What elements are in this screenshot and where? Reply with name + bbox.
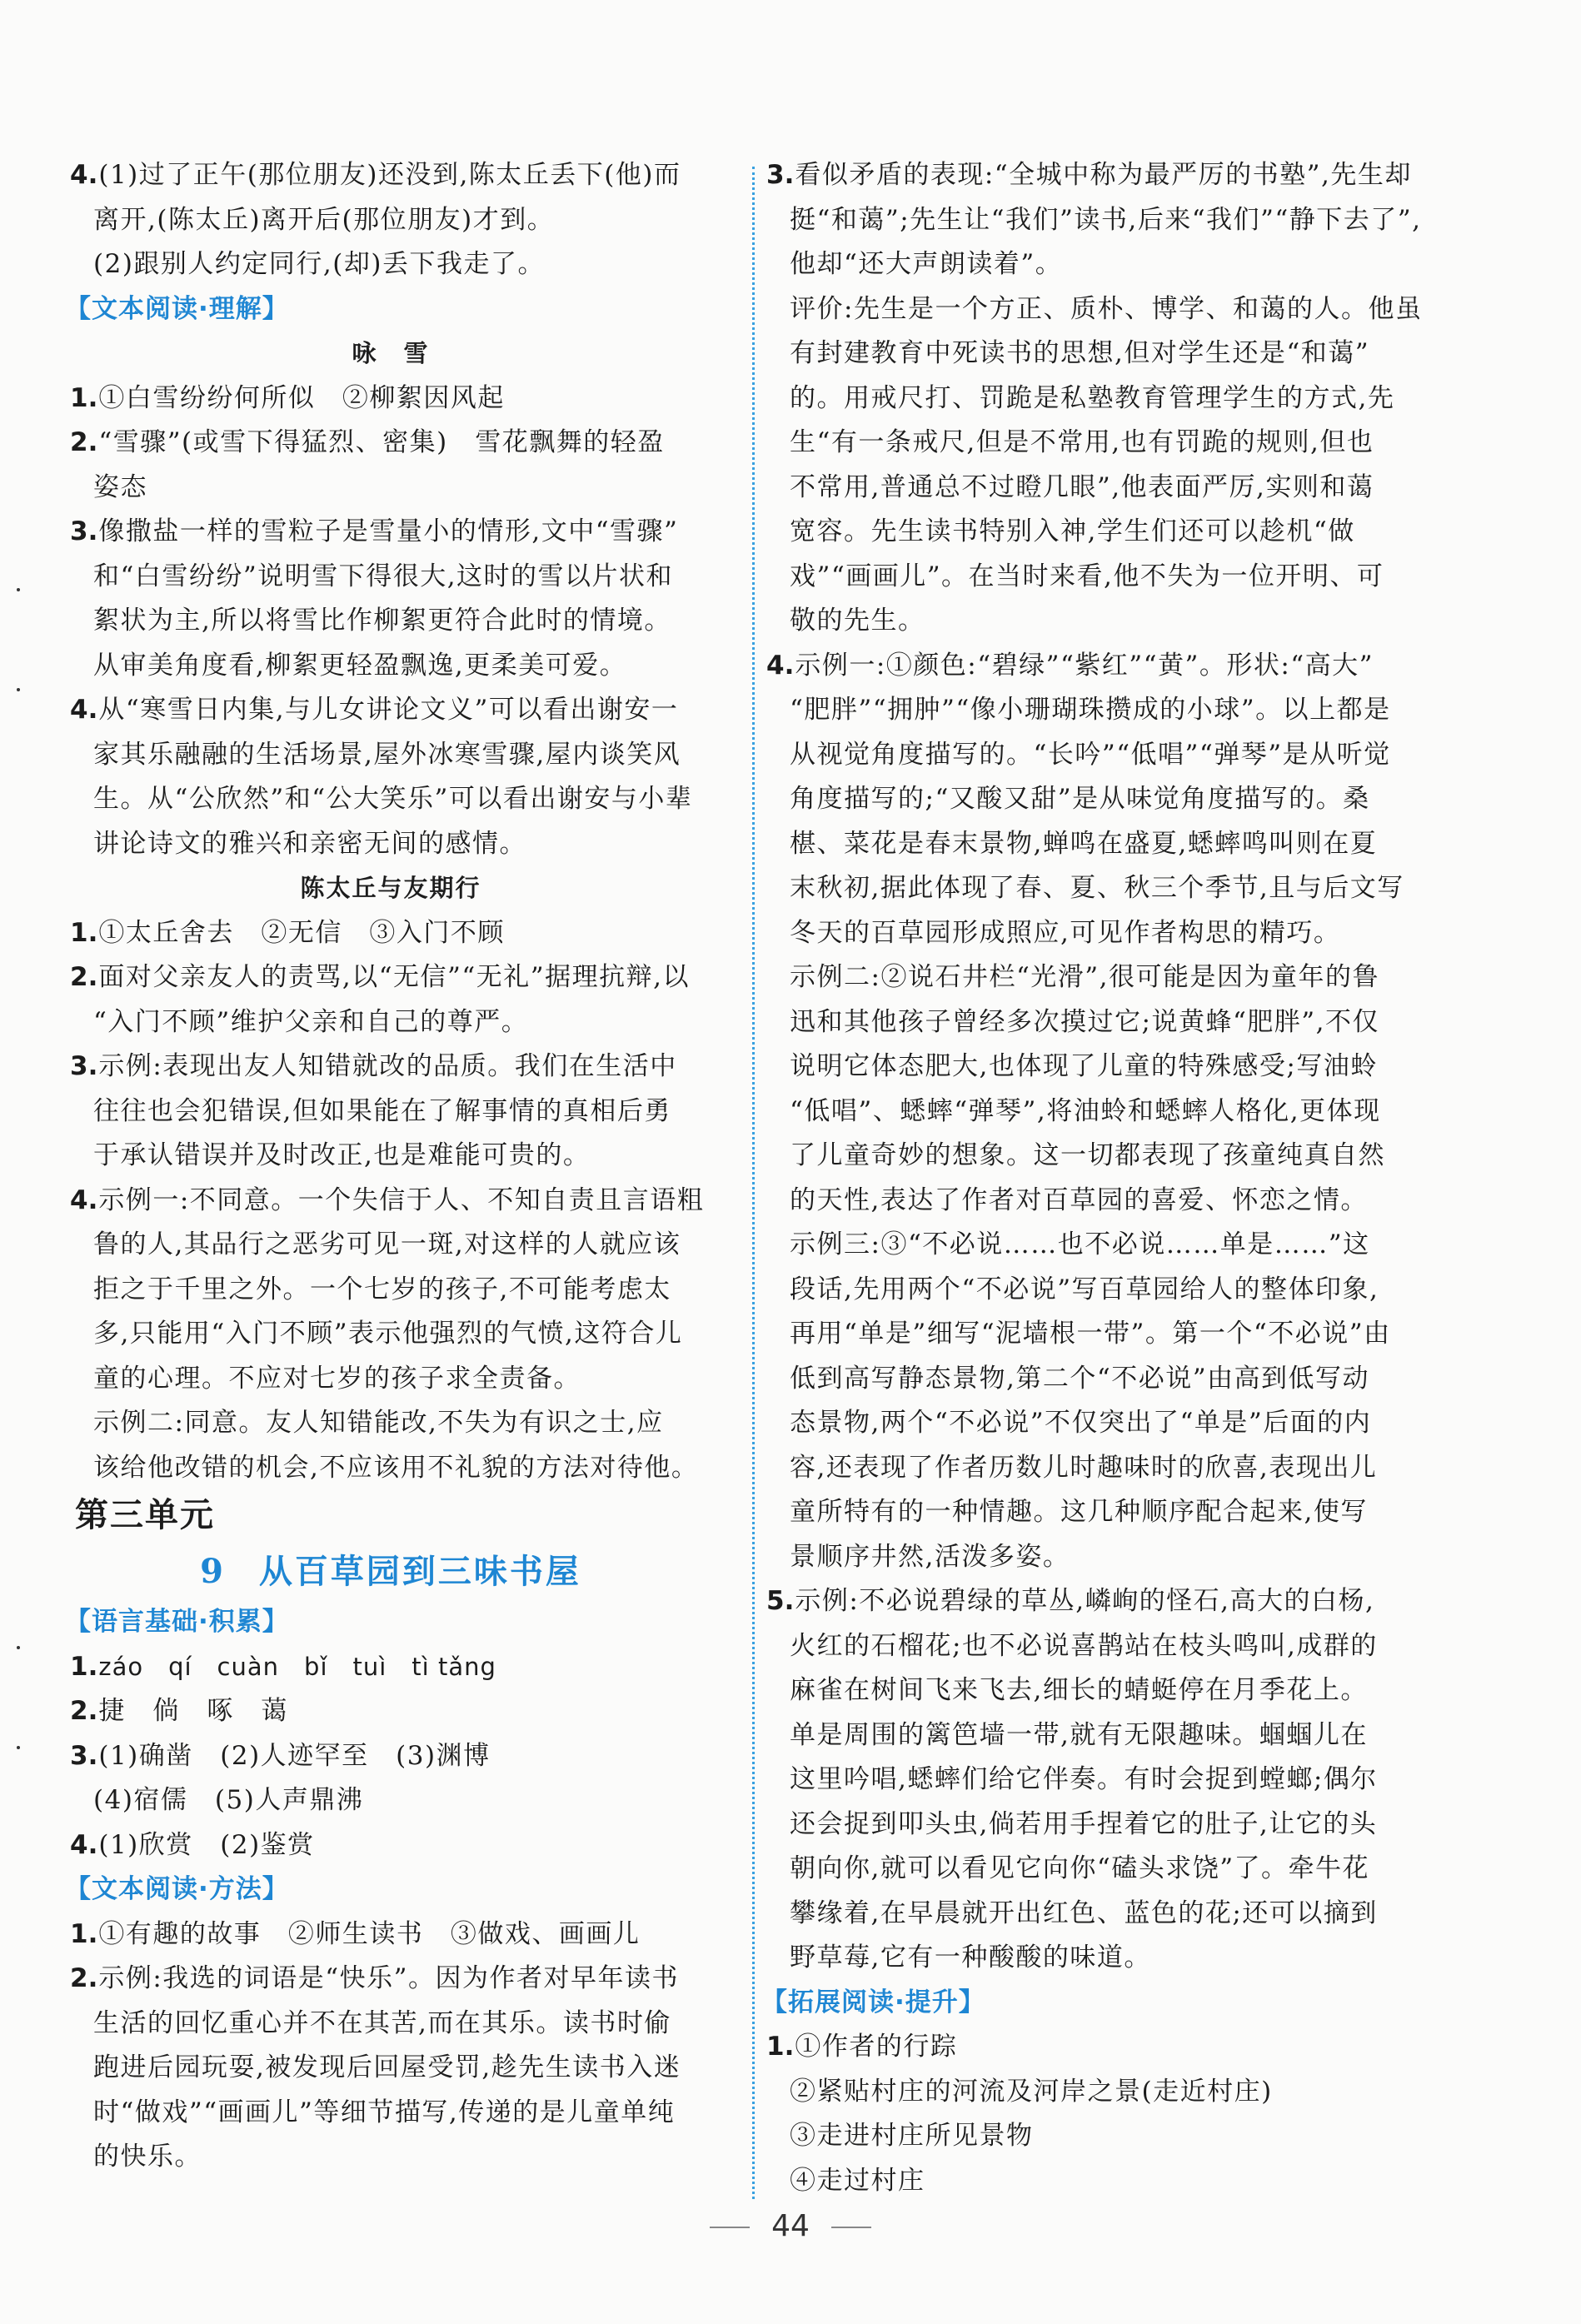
answer-text: 离开,(陈太丘)离开后(那位朋友)才到。 [93,204,555,235]
answer-number: 4. [766,650,795,681]
answer-line [70,915,505,951]
answer-text: 从审美角度看,柳絮更轻盈飘逸,更柔美可爱。 [93,650,627,681]
answer-line [790,602,925,639]
answer-line [93,558,673,595]
answer-line [790,291,1422,327]
answer-number: 4. [70,1829,98,1860]
answer-text: 容,还表现了作者历数儿时趣味时的欣喜,表现出儿 [790,1452,1378,1483]
answer-text: 他却“还大声朗读着”。 [790,249,1063,279]
answer-number: 4. [70,160,98,190]
answer-text: 示例:我选的词语是“快乐”。因为作者对早年读书 [98,1963,679,1993]
answer-text: 示例三:③“不必说……也不必说……单是……”这 [790,1229,1370,1259]
answer-line [790,1315,1391,1352]
answer-text: “雪骤”(或雪下得猛烈、密集) 雪花飘舞的轻盈 [98,427,665,457]
answer-line [790,1182,1368,1219]
answer-number: 4. [70,695,98,725]
page-number-footer [0,2209,1581,2243]
answer-line [790,780,1370,817]
answer-text: 末秋初,据此体现了春、夏、秋三个季节,且与后文写 [790,873,1404,903]
answer-line [93,1137,590,1174]
answer-number: 3. [766,160,795,190]
answer-text: ①白雪纷纷何所似 ②柳絮因风起 [98,382,505,413]
answer-text: 低到高写静态景物,第二个“不必说”由高到低写动 [790,1363,1370,1394]
lesson-title [70,1547,711,1597]
answer-text: 家其乐融融的生活场景,屋外冰寒雪骤,屋内谈笑风 [93,739,681,770]
answer-line [93,202,554,238]
answer-text: 说明它体态肥大,也体现了儿童的特殊感受;写油蛉 [790,1051,1378,1081]
answer-text: (1)过了正午(那位朋友)还没到,陈太丘丢下(他)而 [98,160,681,190]
answer-text: 攀缘着,在早晨就开出红色、蓝色的花;还可以摘到 [790,1898,1378,1928]
answer-line [70,424,665,461]
section-heading: 【拓展阅读·提升】 [761,1987,985,2017]
answer-number: 1. [70,1651,98,1682]
answer-line [790,1672,1368,1708]
answer-number: 1. [70,382,98,413]
answer-text: 示例:不必说碧绿的草丛,嶙峋的怪石,高大的白杨, [795,1586,1375,1616]
answer-text: 冬天的百草园形成照应,可见作者构思的精巧。 [790,917,1341,948]
answer-text: 从视觉角度描写的。“长吟”“低唱”“弹琴”是从听觉 [790,739,1391,770]
answer-line [790,1226,1370,1263]
answer-line [790,959,1379,995]
answer-line [790,1628,1378,1664]
answer-text: 挺“和蔼”;先生让“我们”读书,后来“我们”“静下去了”, [790,204,1422,235]
answer-text: 看似矛盾的表现:“全城中称为最严厉的书塾”,先生却 [795,160,1412,190]
answer-line [93,1315,682,1352]
answer-text: 从“寒雪日内集,与儿女讲论文义”可以看出谢安一 [98,695,679,725]
answer-line [70,1916,640,1952]
answer-text: 示例:表现出友人知错就改的品质。我们在生活中 [98,1051,677,1081]
answer-text: 这里吟唱,蟋蟀们给它伴奏。有时会捉到螳螂;偶尔 [790,1764,1378,1794]
answer-number: 2. [70,962,98,992]
answer-line [790,1093,1381,1130]
answer-text: 和“白雪纷纷”说明雪下得很大,这时的雪以片状和 [93,561,674,591]
answer-text: 角度描写的;“又酸又甜”是从味觉角度描写的。桑 [790,784,1370,814]
answer-text: 还会捉到叩头虫,倘若用手捏着它的肚子,让它的头 [790,1808,1378,1839]
answer-text: ①作者的行踪 [795,2032,958,2062]
answer-line [93,602,671,639]
answer-text: (4)宿儒 (5)人声鼎沸 [93,1785,364,1815]
answer-text: 于承认错误并及时改正,也是难能可贵的。 [93,1140,591,1170]
answer-text: ①有趣的故事 ②师生读书 ③做戏、画画儿 [98,1918,641,1949]
section-heading: 【语言基础·积累】 [65,1607,289,1637]
answer-text: 单是周围的篱笆墙一带,就有无限趣味。蝈蝈儿在 [790,1719,1368,1750]
answer-number: 1. [766,2032,795,2062]
answer-line [790,825,1377,862]
answer-line [790,915,1340,951]
answer-line [93,1360,581,1397]
answer-line [93,647,626,684]
lesson-name: 从百草园到三味书屋 [258,1552,581,1591]
answer-text: 生活的回忆重心并不在其苦,而在其乐。读书时偷 [93,2007,671,2038]
answer-line [93,2005,671,2042]
answer-text: 不常用,普通总不过瞪几眼”,他表面严厉,实则和蔼 [790,471,1374,502]
answer-text: 段话,先用两个“不必说”写百草园给人的整体印象, [790,1274,1379,1304]
answer-line [790,380,1394,416]
answer-text: 童的心理。不应对七岁的孩子求全责备。 [93,1363,581,1394]
answer-line [70,691,678,728]
answer-line [790,1404,1371,1441]
answer-line [790,2162,925,2199]
answer-line [93,1404,664,1441]
pinyin-answer-line [70,1648,496,1685]
answer-text: ④走过村庄 [790,2165,925,2196]
answer-text: 椹、菜花是春末景物,蝉鸣在盛夏,蟋蟀鸣叫则在夏 [790,828,1378,859]
answer-text: 火红的石榴花;也不必说喜鹊站在枝头鸣叫,成群的 [790,1630,1378,1661]
answer-text: ①太丘舍去 ②无信 ③入门不顾 [98,917,505,948]
answer-text: “入门不顾”维护父亲和自己的尊严。 [93,1006,529,1037]
answer-text: 示例二:同意。友人知错能改,不失为有识之士,应 [93,1408,664,1438]
answer-line [790,691,1391,728]
answer-line [790,1360,1369,1397]
answer-number: 3. [70,1740,98,1771]
text-title: 陈太丘与友期行 [300,874,481,902]
answer-line [790,1004,1379,1040]
answer-line [93,2049,681,2086]
answer-number: 4. [70,1184,98,1215]
answer-text: 野草莓,它有一种酸酸的味道。 [790,1942,1151,1972]
answer-text: 有封建教育中死读书的思想,但对学生还是“和蔼” [790,338,1370,368]
answer-text: 姿态 [93,471,147,502]
answer-text: “肥胖”“拥肿”“像小珊瑚珠攒成的小球”。以上都是 [790,695,1391,725]
column-divider [752,167,755,2199]
answer-text: 景顺序井然,活泼多姿。 [790,1541,1070,1572]
answer-line [790,2117,1034,2154]
answer-text: “低唱”、蟋蟀“弹琴”,将油蛉和蟋蟀人格化,更体现 [790,1095,1381,1126]
answer-text: (1)确凿 (2)人迹罕至 (3)渊博 [98,1740,491,1771]
answer-number: 5. [766,1586,795,1616]
answer-text: 宽容。先生读书特别入神,学生们还可以趁机“做 [790,516,1355,546]
answer-line [790,558,1384,595]
answer-number: 1. [70,917,98,948]
answer-line [70,1960,679,1997]
answer-line [70,1827,315,1863]
answer-line [766,2028,957,2065]
answer-line [93,736,681,773]
answer-text: 的。用戒尺打、罚跪是私塾教育管理学生的方式,先 [790,382,1395,413]
answer-line [93,1226,681,1263]
answer-number: 2. [70,427,98,457]
answer-text: 像撒盐一样的雪粒子是雪量小的情形,文中“雪骤” [98,516,679,546]
answer-text: 鲁的人,其品行之恶劣可见一斑,对这样的人就应该 [93,1229,681,1259]
answer-text: 的天性,表达了作者对百草园的喜爱、怀恋之情。 [790,1184,1368,1215]
answer-text: 朝向你,就可以看见它向你“磕头求饶”了。牵牛花 [790,1853,1370,1883]
answer-line [70,380,505,416]
answer-line [70,1738,491,1774]
answer-text: (2)跟别人约定同行,(却)丢下我走了。 [93,249,545,279]
answer-line [790,870,1404,906]
answer-line [93,1004,528,1040]
answer-text: 絮状为主,所以将雪比作柳絮更符合此时的情境。 [93,606,671,636]
answer-line [93,780,692,817]
answer-text: 再用“单是”细写“泥墙根一带”。第一个“不必说”由 [790,1319,1391,1349]
answer-line [70,1048,677,1085]
answer-line [93,825,526,862]
answer-line [790,513,1355,550]
answer-text: 捷 倘 啄 蔼 [98,1696,288,1726]
answer-text: 童所特有的一种情趣。这几种顺序配合起来,使写 [790,1497,1368,1527]
answer-line [790,335,1369,372]
answer-line [790,736,1391,773]
text-title: 咏 雪 [352,339,430,367]
answer-number: 2. [70,1696,98,1726]
answer-line [93,469,147,506]
answer-number: 2. [70,1963,98,1993]
footer-dash [831,2227,871,2228]
answer-line [790,202,1421,238]
answer-text: 麻雀在树间飞来飞去,细长的蜻蜓停在月季花上。 [790,1675,1368,1705]
answer-line [790,469,1374,506]
answer-text: 戏”“画画儿”。在当时来看,他不失为一位开明、可 [790,561,1384,591]
section-heading: 【文本阅读·理解】 [65,293,289,324]
answer-text: 的快乐。 [93,2142,202,2172]
footer-dash [710,2227,750,2228]
answer-line [790,1939,1151,1976]
answer-text: 示例一:①颜色:“碧绿”“紫红”“黄”。形状:“高大” [795,650,1374,681]
answer-line [790,1717,1368,1753]
answer-text: (1)欣赏 (2)鉴赏 [98,1829,315,1860]
answer-text: 生。从“公欣然”和“公大笑乐”可以看出谢安与小辈 [93,784,693,814]
answer-text: 迅和其他孩子曾经多次摸过它;说黄蜂“肥胖”,不仅 [790,1006,1379,1037]
pinyin-text: záo qí cuàn bǐ tuì tì tǎng [98,1652,496,1681]
answer-text: 示例二:②说石井栏“光滑”,很可能是因为童年的鲁 [790,962,1379,992]
answer-line [790,1895,1378,1932]
answer-text: 敬的先生。 [790,606,925,636]
answer-line [93,1093,671,1130]
answer-number: 3. [70,1051,98,1081]
answer-text: 拒之于千里之外。一个七岁的孩子,不可能考虑太 [93,1274,671,1304]
answer-text: 多,只能用“入门不顾”表示他强烈的气愤,这符合儿 [93,1319,683,1349]
section-heading: 【文本阅读·方法】 [65,1874,289,1904]
answer-line [790,1806,1377,1843]
lesson-number: 9 [200,1552,226,1591]
answer-text: 了儿童奇妙的想象。这一切都表现了孩童纯真自然 [790,1140,1385,1170]
answer-text: 时“做戏”“画画儿”等细节描写,传递的是儿童单纯 [93,2097,676,2127]
answer-line [70,959,690,995]
answer-line [70,1182,704,1219]
answer-line [70,157,681,193]
answer-line [790,1761,1378,1798]
answer-line [790,1494,1368,1530]
answer-line [790,1539,1070,1575]
answer-line [790,246,1062,282]
answer-text: 面对父亲友人的责骂,以“无信”“无礼”据理抗辩,以 [98,962,690,992]
margin-mark [17,1646,20,1649]
answer-line [790,424,1374,461]
answer-line [93,1782,363,1818]
answer-text: 评价:先生是一个方正、质朴、博学、和蔼的人。他虽 [790,293,1423,324]
answer-number: 3. [70,516,98,546]
answer-number: 1. [70,1918,98,1949]
answer-text: 生“有一条戒尺,但是不常用,也有罚跪的规则,但也 [790,427,1374,457]
answer-line [790,1048,1378,1085]
answer-line [790,2073,1273,2110]
answer-line [93,1271,671,1308]
answer-text: ②紧贴村庄的河流及河岸之景(走近村庄) [790,2076,1273,2107]
answer-text: ③走进村庄所见景物 [790,2121,1034,2151]
answer-line [766,1583,1374,1619]
answer-line [790,1271,1379,1308]
answer-line [790,1137,1385,1174]
answer-line [766,647,1374,684]
answer-line [790,1850,1369,1887]
answer-text: 跑进后园玩耍,被发现后回屋受罚,趁先生读书入迷 [93,2052,681,2082]
answer-line [766,157,1412,193]
margin-mark [17,1746,20,1749]
answer-line [790,1449,1377,1486]
answer-text: 该给他改错的机会,不应该用不礼貌的方法对待他。 [93,1452,699,1483]
answer-line [70,1693,288,1729]
answer-line [93,2138,202,2175]
margin-mark [17,688,20,691]
answer-text: 往往也会犯错误,但如果能在了解事情的真相后勇 [93,1095,671,1126]
margin-mark [17,588,20,591]
answer-line [93,1449,698,1486]
answer-text: 示例一:不同意。一个失信于人、不知自责且言语粗 [98,1184,705,1215]
unit-title: 第三单元 [75,1495,215,1534]
answer-text: 态景物,两个“不必说”不仅突出了“单是”后面的内 [790,1408,1372,1438]
answer-line [93,246,545,282]
answer-line [93,2094,675,2131]
page-number: 44 [771,2209,810,2243]
answer-line [70,513,678,550]
answer-text: 讲论诗文的雅兴和亲密无间的感情。 [93,828,526,859]
